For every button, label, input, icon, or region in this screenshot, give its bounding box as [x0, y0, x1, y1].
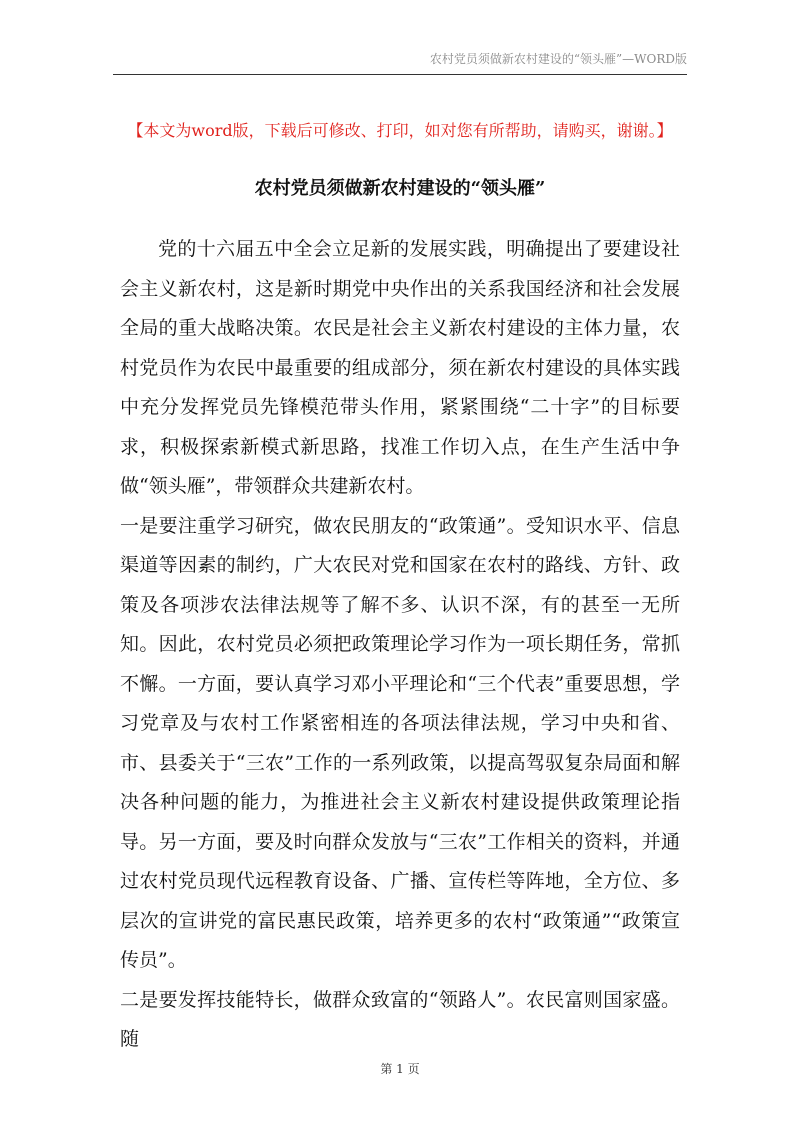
document-title: 农村党员须做新农村建设的“领头雁”	[254, 178, 546, 199]
running-header: 农村党员须做新农村建设的“领头雁”—WORD版	[429, 52, 687, 66]
paragraph-intro: 党的十六届五中全会立足新的发展实践，明确提出了要建设社会主义新农村，这是新时期党中央作出的关系我国经济和社会发展全局的重大战略决策。农民是社会主义新农村建设的主体力量，农村党员作为农民中最重要的组成部分，须在新农村建设的具体实践中充分发挥党员先锋模范带头作用，紧紧围绕“二十字”的目标要求，积极探索新模式新思路，找准工作切入点，在生产生活中争做“领头雁”，带领群众共建新农村。	[120, 238, 680, 497]
purchase-notice: 【本文为word版，下载后可修改、打印，如对您有所帮助，请购买，谢谢。】	[127, 121, 673, 140]
paragraph-point-one: 一是要注重学习研究，做农民朋友的“政策通”。受知识水平、信息渠道等因素的制约，广大农民对党和国家在农村的路线、方针、政策及各项涉农法律法规等了解不多、认识不深，有的甚至一无所知。因此，农村党员必须把政策理论学习作为一项长期任务，常抓不懈。一方面，要认真学习邓小平理论和“三个代表”重要思想，学习党章及与农村工作紧密相连的各项法律法规，学习中央和省、市、县委关于“三农”工作的一系列政策，以提高驾驭复杂局面和解决各种问题的能力，为推进社会主义新农村建设提供政策理论指导。另一方面，要及时向群众发放与“三农”工作相关的资料，并通过农村党员现代远程教育设备、广播、宣传栏等阵地，全方位、多层次的宣讲党的富民惠民政策，培养更多的农村“政策通”“政策宣传员”。	[120, 514, 680, 971]
document-body	[120, 230, 680, 1060]
header-divider	[113, 74, 687, 75]
page-number: 第 1 页	[380, 1062, 420, 1076]
paragraph-point-two: 二是要发挥技能特长，做群众致富的“领路人”。农民富则国家盛。随	[120, 988, 680, 1050]
